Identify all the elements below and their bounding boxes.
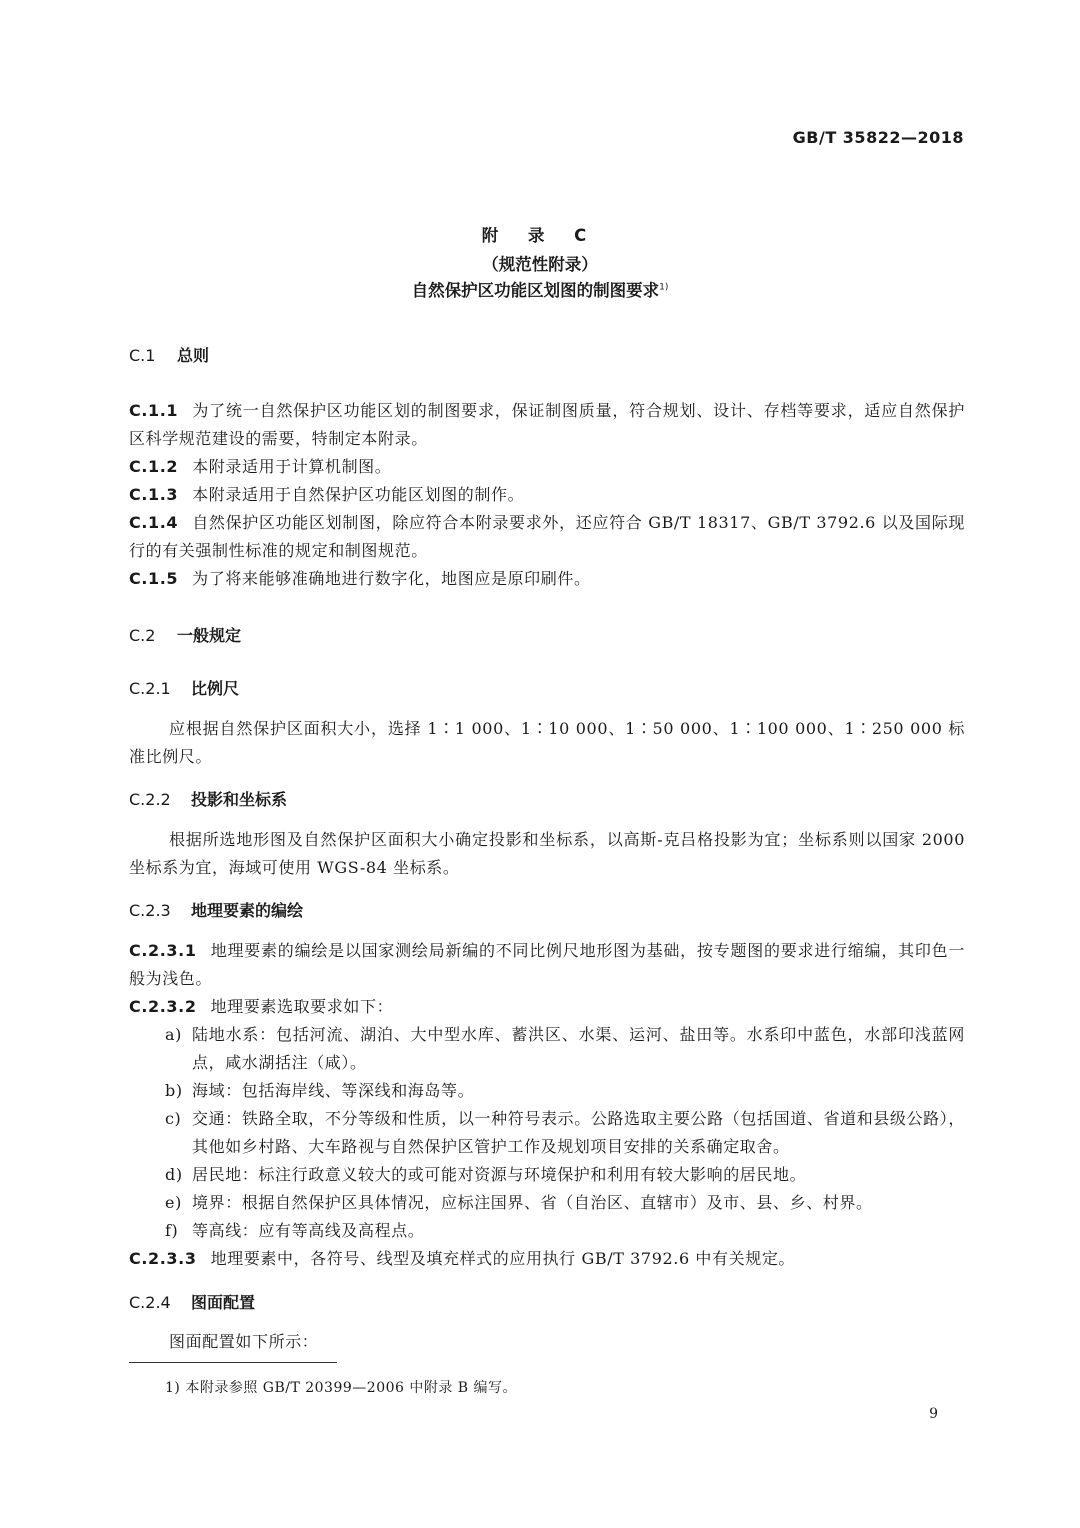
- clause-c1-4: [129, 509, 965, 565]
- standard-code: GB/T 35822—2018: [792, 128, 964, 147]
- section-title: 投影和坐标系: [191, 790, 288, 809]
- section-c2-1-heading: [129, 676, 239, 699]
- section-title: 比例尺: [191, 679, 240, 698]
- list-item-label: c): [165, 1109, 182, 1128]
- list-item: [165, 1189, 965, 1217]
- clause-c2-3-2: [129, 993, 965, 1021]
- clause-c2-2-text: 根据所选地形图及自然保护区面积大小确定投影和坐标系，以高斯-克吕格投影为宜；坐标系则以国家 2000 坐标系为宜，海域可使用 WGS-84 坐标系。: [129, 830, 965, 877]
- footnote-divider: [129, 1362, 337, 1363]
- clause-number: C.1.5: [129, 569, 179, 588]
- clause-c1-5: [129, 565, 965, 593]
- list-item-label: b): [165, 1081, 183, 1100]
- list-item-label: d): [165, 1165, 183, 1184]
- clause-text: 本附录适用于计算机制图。: [192, 457, 392, 476]
- section-c2-heading: [129, 623, 241, 646]
- clause-number: C.1.3: [129, 485, 179, 504]
- section-number: C.1: [129, 346, 156, 365]
- clause-text: 地理要素的编绘是以国家测绘局新编的不同比例尺地形图为基础，按专题图的要求进行缩编，其印色一般为浅色。: [129, 941, 965, 988]
- clause-c2-1-text: 应根据自然保护区面积大小，选择 1∶1 000、1∶10 000、1∶50 000、1∶100 000、1∶250 000 标准比例尺。: [129, 719, 965, 766]
- list-item-label: f): [165, 1221, 179, 1240]
- list-item-label: a): [165, 1025, 182, 1044]
- clause-number: C.2.3.2: [129, 997, 197, 1016]
- section-c2-2-heading: [129, 787, 287, 810]
- clause-c1-1: [129, 397, 965, 453]
- section-number: C.2.4: [129, 1293, 171, 1312]
- section-number: C.2: [129, 626, 156, 645]
- section-c2-3-heading: [129, 898, 303, 921]
- clause-c2-4-text: 图面配置如下所示：: [169, 1332, 319, 1351]
- clause-number: C.2.3.1: [129, 941, 197, 960]
- section-title: 总则: [177, 346, 210, 365]
- list-item: [165, 1161, 965, 1189]
- list-item-text: 居民地：标注行政意义较大的或可能对资源与环境保护和利用有较大影响的居民地。: [192, 1165, 807, 1184]
- clause-number: C.1.4: [129, 513, 179, 532]
- list-item-label: e): [165, 1193, 182, 1212]
- section-number: C.2.2: [129, 790, 171, 809]
- clause-c1-3: [129, 481, 965, 509]
- section-number: C.2.1: [129, 679, 171, 698]
- title-footnote-mark: 1): [659, 282, 669, 293]
- clause-text: 本附录适用于自然保护区功能区划图的制作。: [192, 485, 525, 504]
- appendix-label: 附 录 C: [481, 226, 599, 245]
- clause-c2-3-3: [129, 1245, 965, 1273]
- section-c1-heading: [129, 343, 209, 366]
- clause-text: 地理要素选取要求如下：: [210, 997, 394, 1016]
- clause-text: 为了将来能够准确地进行数字化，地图应是原印刷件。: [192, 569, 591, 588]
- list-item-text: 等高线：应有等高线及高程点。: [192, 1221, 425, 1240]
- section-title: 一般规定: [177, 626, 242, 645]
- list-item: [165, 1217, 965, 1245]
- clause-number: C.1.2: [129, 457, 179, 476]
- list-item: [165, 1077, 965, 1105]
- section-title: 地理要素的编绘: [191, 901, 304, 920]
- page-number: 9: [929, 1406, 938, 1422]
- clause-number: C.2.3.3: [129, 1249, 197, 1268]
- footnote: 1) 本附录参照 GB/T 20399—2006 中附录 B 编写。: [165, 1380, 518, 1396]
- list-item: [165, 1105, 965, 1161]
- clause-text: 为了统一自然保护区功能区划的制图要求，保证制图质量，符合规划、设计、存档等要求，适应自然保护区科学规范建设的需要，特制定本附录。: [129, 401, 965, 448]
- appendix-type: （规范性附录）: [482, 255, 598, 274]
- list-item-text: 海域：包括海岸线、等深线和海岛等。: [192, 1081, 475, 1100]
- section-c2-4-heading: [129, 1290, 255, 1313]
- clause-text: 地理要素中，各符号、线型及填充样式的应用执行 GB/T 3792.6 中有关规定。: [210, 1249, 796, 1268]
- appendix-title-text: 自然保护区功能区划图的制图要求: [411, 281, 660, 300]
- appendix-title: [0, 277, 1080, 301]
- clause-text: 自然保护区功能区划制图，除应符合本附录要求外，还应符合 GB/T 18317、GB/T 3792.6 以及国际现行的有关强制性标准的规定和制图规范。: [129, 513, 965, 560]
- clause-number: C.1.1: [129, 401, 179, 420]
- list-item-text: 境界：根据自然保护区具体情况，应标注国界、省（自治区、直辖市）及市、县、乡、村界。: [192, 1193, 873, 1212]
- clause-c1-2: [129, 453, 965, 481]
- list-item: [165, 1021, 965, 1077]
- clause-c2-3-1: [129, 937, 965, 993]
- list-item-text: 交通：铁路全取，不分等级和性质，以一种符号表示。公路选取主要公路（包括国道、省道和县级公路），其他如乡村路、大车路视与自然保护区管护工作及规划项目安排的关系确定取舍。: [192, 1109, 965, 1156]
- list-item-text: 陆地水系：包括河流、湖泊、大中型水库、蓄洪区、水渠、运河、盐田等。水系印中蓝色，水部印浅蓝网点，咸水湖括注（咸）。: [192, 1025, 965, 1072]
- section-title: 图面配置: [191, 1293, 256, 1312]
- section-number: C.2.3: [129, 901, 171, 920]
